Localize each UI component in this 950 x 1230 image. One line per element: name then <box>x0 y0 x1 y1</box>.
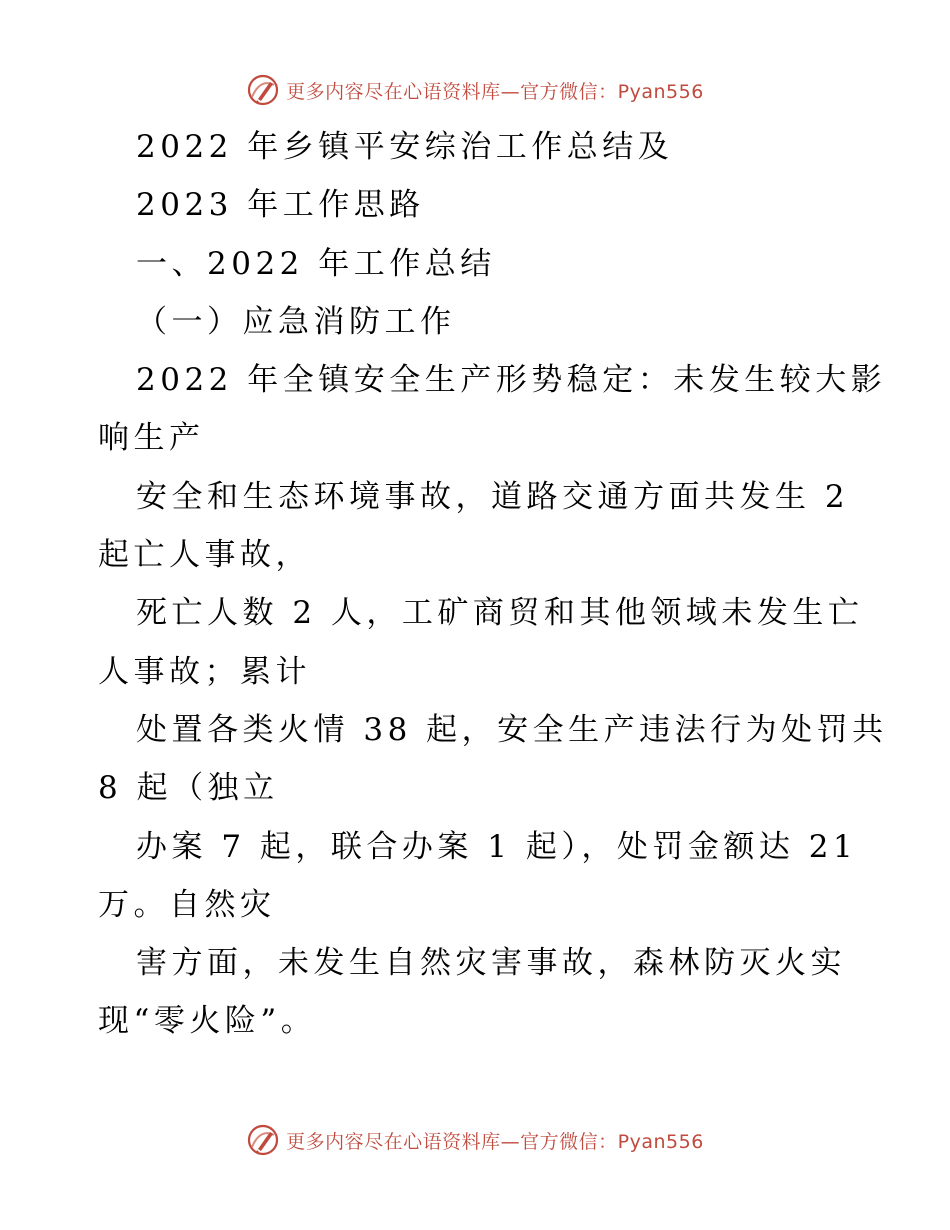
watermark-contact: 官方微信：Pyan556 <box>520 80 704 103</box>
document-line: 2023 年工作思路 <box>136 187 425 224</box>
watermark-text <box>286 77 704 104</box>
document-line: 办案 7 起，联合办案 1 起），处罚金额达 21 <box>136 828 858 865</box>
watermark-site-name: 更多内容尽在心语资料库 <box>286 80 501 103</box>
watermark-contact: 官方微信：Pyan556 <box>520 1130 704 1153</box>
document-line: 2022 年乡镇平安综治工作总结及 <box>136 129 674 165</box>
document-line: 现“零火险”。 <box>98 1003 317 1040</box>
document-line: 处置各类火情 38 起，安全生产违法行为处罚共 <box>136 711 888 748</box>
document-line: 起亡人事故， <box>98 537 311 574</box>
document-line: （一）应急消防工作 <box>136 303 456 340</box>
signature-pen-logo-icon <box>246 73 280 107</box>
watermark-header <box>0 70 950 110</box>
watermark-site-name: 更多内容尽在心语资料库 <box>286 1130 501 1153</box>
watermark-separator: — <box>500 1130 521 1153</box>
document-line: 万。自然灾 <box>98 886 276 923</box>
document-line: 安全和生态环境事故，道路交通方面共发生 2 <box>136 478 850 515</box>
document-body <box>98 118 888 1051</box>
watermark-separator: — <box>500 80 521 103</box>
watermark-text <box>286 1127 704 1154</box>
document-line: 害方面，未发生自然灾害事故，森林防灭火实 <box>136 945 846 982</box>
document-line: 人事故；累计 <box>98 653 311 690</box>
document-line: 死亡人数 2 人，工矿商贸和其他领域未发生亡 <box>136 595 864 632</box>
document-line: 8 起（独立 <box>98 770 279 807</box>
document-line: 响生产 <box>98 420 205 457</box>
signature-pen-logo-icon <box>246 1123 280 1157</box>
watermark-footer <box>0 1120 950 1160</box>
document-line: 一、2022 年工作总结 <box>136 245 496 282</box>
document-line: 2022 年全镇安全生产形势稳定：未发生较大影 <box>136 362 887 399</box>
